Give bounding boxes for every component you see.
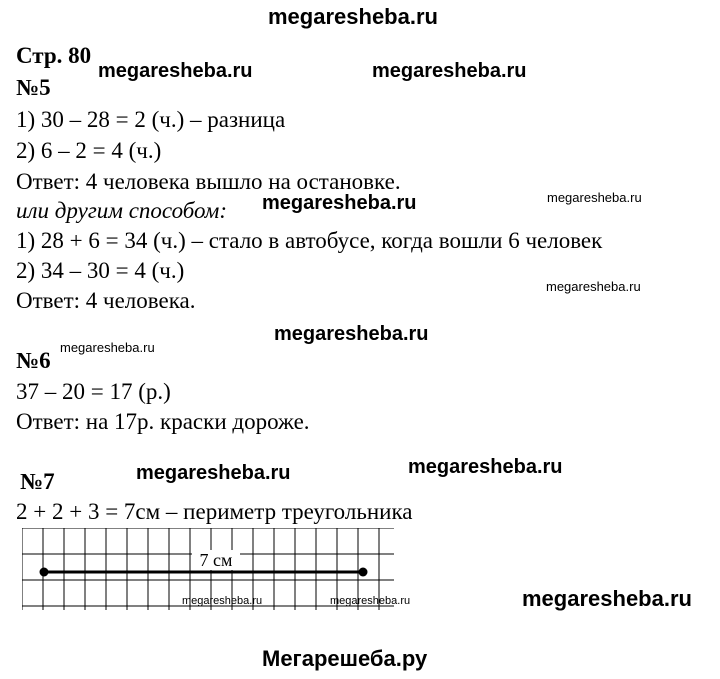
watermark-top: megaresheba.ru — [268, 4, 438, 29]
task5-line4: 2) 34 – 30 = 4 (ч.) — [16, 258, 185, 283]
watermark: megaresheba.ru — [60, 340, 155, 355]
task5-line2: 2) 6 – 2 = 4 (ч.) — [16, 138, 162, 163]
watermark: megaresheba.ru — [546, 279, 641, 294]
task6-answer: Ответ: на 17р. краски дороже. — [16, 409, 310, 434]
segment-start-point — [40, 568, 49, 577]
watermark: megaresheba.ru — [98, 60, 253, 82]
task6-line1: 37 – 20 = 17 (р.) — [16, 379, 171, 404]
task5-line3: 1) 28 + 6 = 34 (ч.) – стало в автобусе, когда вошли 6 человек — [16, 228, 603, 253]
task7-line1: 2 + 2 + 3 = 7см – периметр треугольника — [16, 499, 413, 524]
task5-number: №5 — [16, 75, 51, 100]
watermark: megaresheba.ru — [136, 462, 291, 484]
watermark: megaresheba.ru — [262, 192, 417, 214]
watermark: megaresheba.ru — [522, 586, 692, 611]
task5-answer2: Ответ: 4 человека. — [16, 288, 196, 313]
page-label: Стр. 80 — [16, 43, 92, 68]
watermark: megaresheba.ru — [330, 595, 411, 607]
task6-number: №6 — [16, 348, 51, 373]
watermark: megaresheba.ru — [274, 323, 429, 345]
task5-alt-label: или другим способом: — [16, 198, 227, 223]
task5-answer1: Ответ: 4 человека вышло на остановке. — [16, 169, 401, 194]
segment-label: 7 см — [199, 550, 233, 570]
task5-line1: 1) 30 – 28 = 2 (ч.) – разница — [16, 107, 286, 132]
watermark: megaresheba.ru — [547, 190, 642, 205]
watermark-bottom: Мегарешеба.ру — [262, 646, 428, 671]
watermark: megaresheba.ru — [182, 595, 263, 607]
segment-end-point — [359, 568, 368, 577]
task7-number: №7 — [20, 469, 55, 494]
watermark: megaresheba.ru — [408, 456, 563, 478]
grid-figure — [22, 528, 394, 610]
watermark: megaresheba.ru — [372, 60, 527, 82]
